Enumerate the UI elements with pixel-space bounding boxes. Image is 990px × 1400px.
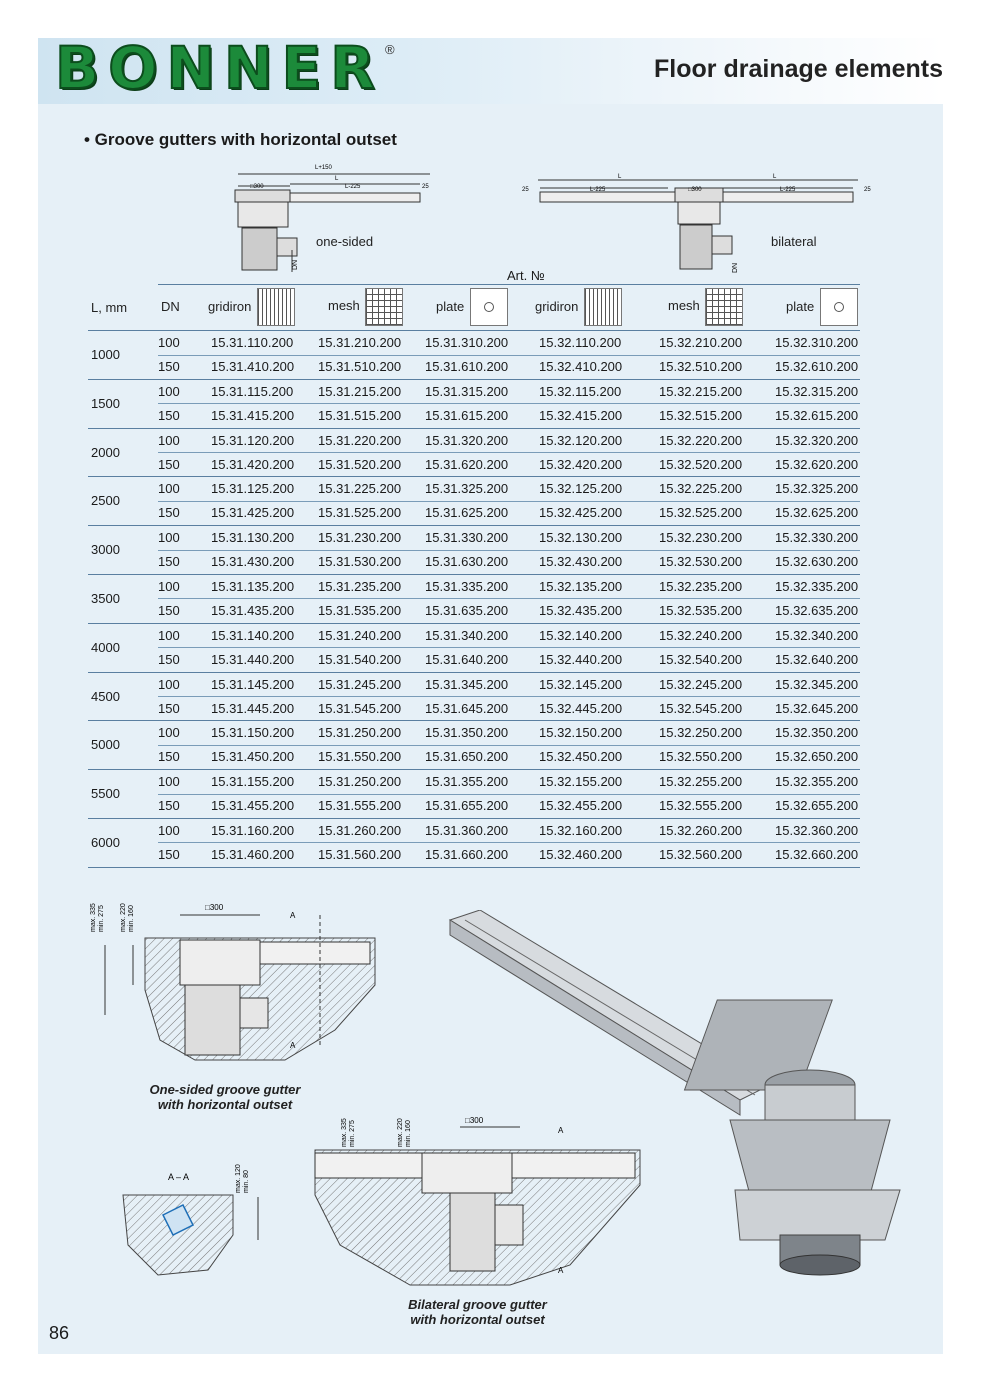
- article-code-cell: 15.31.225.200: [318, 481, 402, 497]
- table-row: [88, 601, 860, 623]
- dim-DN: DN: [292, 259, 299, 270]
- article-code-cell: 15.31.140.200: [211, 627, 295, 643]
- article-code-cell: 15.31.350.200: [425, 725, 509, 741]
- table-row: [88, 357, 860, 379]
- article-code-cell: 15.31.530.200: [318, 554, 402, 570]
- table-row: [88, 333, 860, 355]
- article-code-cell: 15.32.655.200: [775, 798, 859, 814]
- max335-bilateral: max. 335: [341, 1118, 348, 1147]
- article-code-cell: 15.31.410.200: [211, 359, 295, 374]
- dn-cell: 150: [158, 651, 180, 667]
- section-aa-drawing: [118, 1155, 278, 1285]
- article-code-cell: 15.32.235.200: [659, 578, 743, 594]
- article-code-cell: 15.32.625.200: [775, 505, 859, 521]
- dn-cell: 150: [158, 602, 180, 618]
- table-row: [88, 772, 860, 794]
- article-code-cell: 15.31.160.200: [211, 822, 295, 838]
- dim-DN-bilateral: DN: [732, 262, 739, 273]
- article-code-cell: 15.32.130.200: [539, 530, 623, 546]
- article-code-cell: 15.31.120.200: [211, 432, 295, 448]
- article-code-cell: 15.31.435.200: [211, 602, 295, 618]
- article-code-cell: 15.32.425.200: [539, 505, 623, 521]
- article-code-cell: 15.31.155.200: [211, 774, 295, 790]
- article-code-cell: 15.31.510.200: [318, 359, 402, 374]
- min275-label: min. 275: [98, 905, 105, 932]
- table-row: [88, 552, 860, 574]
- article-code-cell: 15.32.455.200: [539, 798, 623, 814]
- gridiron-icon: [584, 288, 622, 326]
- length-cell: 5500: [91, 786, 120, 802]
- article-code-cell: 15.31.525.200: [318, 505, 402, 521]
- article-code-cell: 15.31.235.200: [318, 578, 402, 594]
- article-code-cell: 15.32.410.200: [539, 359, 623, 374]
- table-row: [88, 503, 860, 525]
- dn-cell: 100: [158, 725, 180, 741]
- one-sided-section-drawing: [85, 890, 395, 1070]
- article-code-cell: 15.32.520.200: [659, 456, 743, 472]
- article-code-cell: 15.31.320.200: [425, 432, 509, 448]
- article-code-cell: 15.31.645.200: [425, 700, 509, 716]
- article-code-cell: 15.32.415.200: [539, 407, 623, 423]
- article-code-cell: 15.32.615.200: [775, 407, 859, 423]
- dn-cell: 150: [158, 798, 180, 814]
- article-code-cell: 15.31.620.200: [425, 456, 509, 472]
- article-code-cell: 15.32.330.200: [775, 530, 859, 546]
- col-plate-2: plate: [786, 299, 815, 314]
- article-code-cell: 15.32.660.200: [775, 846, 859, 862]
- table-row: [88, 699, 860, 721]
- article-code-cell: 15.32.145.200: [539, 676, 623, 692]
- plate-icon: [820, 288, 858, 326]
- article-code-cell: 15.32.245.200: [659, 676, 743, 692]
- table-row: [88, 626, 860, 648]
- dn-cell: 150: [158, 456, 180, 472]
- article-table: [88, 331, 860, 868]
- article-code-cell: 15.32.240.200: [659, 627, 743, 643]
- art-divider: [158, 284, 860, 285]
- article-code-cell: 15.32.555.200: [659, 798, 743, 814]
- article-code-cell: 15.31.260.200: [318, 822, 402, 838]
- min160-label: min. 160: [128, 905, 135, 932]
- length-group: [88, 575, 860, 624]
- article-code-cell: 15.32.420.200: [539, 456, 623, 472]
- article-code-cell: 15.32.155.200: [539, 774, 623, 790]
- dn-cell: 150: [158, 700, 180, 716]
- article-code-cell: 15.31.535.200: [318, 602, 402, 618]
- article-code-cell: 15.32.250.200: [659, 725, 743, 741]
- article-code-cell: 15.32.350.200: [775, 725, 859, 741]
- square-300-label: □300: [205, 903, 224, 912]
- length-cell: 3000: [91, 542, 120, 558]
- article-code-cell: 15.31.630.200: [425, 554, 509, 570]
- bilateral-schematic: [518, 170, 878, 275]
- article-code-cell: 15.31.615.200: [425, 407, 509, 423]
- article-code-cell: 15.32.125.200: [539, 481, 623, 497]
- registered-mark: ®: [385, 42, 395, 57]
- dim-L225-left: L-225: [590, 187, 606, 193]
- dim-L225-right: L-225: [780, 187, 796, 193]
- length-cell: 1500: [91, 395, 120, 411]
- max120-label: max. 120: [235, 1164, 242, 1193]
- length-group: [88, 721, 860, 770]
- col-mesh-1: mesh: [328, 298, 360, 313]
- one-sided-schematic: [230, 160, 440, 275]
- article-code-cell: 15.31.220.200: [318, 432, 402, 448]
- article-code-cell: 15.32.610.200: [775, 359, 859, 374]
- length-group: [88, 624, 860, 673]
- length-cell: 6000: [91, 834, 120, 850]
- length-group: [88, 477, 860, 526]
- article-code-cell: 15.32.140.200: [539, 627, 623, 643]
- caption-bilateral: Bilateral groove gutter with horizontal outset: [408, 1297, 547, 1327]
- article-code-cell: 15.32.255.200: [659, 774, 743, 790]
- article-code-cell: 15.32.440.200: [539, 651, 623, 667]
- art-number-label: Art. №: [507, 268, 545, 283]
- article-code-cell: 15.32.640.200: [775, 651, 859, 667]
- article-code-cell: 15.32.310.200: [775, 335, 859, 350]
- length-cell: 5000: [91, 737, 120, 753]
- table-row: [88, 675, 860, 697]
- dn-cell: 100: [158, 822, 180, 838]
- article-code-cell: 15.31.325.200: [425, 481, 509, 497]
- length-cell: 2500: [91, 493, 120, 509]
- article-code-cell: 15.32.510.200: [659, 359, 743, 374]
- table-row: [88, 382, 860, 404]
- article-code-cell: 15.31.150.200: [211, 725, 295, 741]
- article-code-cell: 15.32.650.200: [775, 749, 859, 765]
- dim-300: □300: [250, 184, 264, 190]
- article-code-cell: 15.31.415.200: [211, 407, 295, 423]
- article-code-cell: 15.31.315.200: [425, 383, 509, 399]
- article-code-cell: 15.31.250.200: [318, 774, 402, 790]
- length-group: [88, 331, 860, 380]
- dn-cell: 100: [158, 676, 180, 692]
- table-row: [88, 406, 860, 428]
- article-code-cell: 15.31.460.200: [211, 846, 295, 862]
- article-code-cell: 15.32.620.200: [775, 456, 859, 472]
- article-code-cell: 15.31.145.200: [211, 676, 295, 692]
- article-code-cell: 15.31.210.200: [318, 335, 402, 350]
- article-code-cell: 15.32.335.200: [775, 578, 859, 594]
- col-length: L, mm: [91, 300, 128, 315]
- article-code-cell: 15.31.440.200: [211, 651, 295, 667]
- mesh-icon: [365, 288, 403, 326]
- caption-one-sided: One-sided groove gutter with horizontal outset: [149, 1082, 301, 1112]
- dim-25: 25: [422, 184, 429, 190]
- article-code-cell: 15.32.135.200: [539, 578, 623, 594]
- article-code-cell: 15.32.630.200: [775, 554, 859, 570]
- article-code-cell: 15.31.310.200: [425, 335, 509, 350]
- article-code-cell: 15.31.610.200: [425, 359, 509, 374]
- article-code-cell: 15.32.450.200: [539, 749, 623, 765]
- table-row: [88, 455, 860, 477]
- table-row: [88, 528, 860, 550]
- min160-bilateral: min. 160: [405, 1120, 412, 1147]
- length-group: [88, 673, 860, 722]
- article-code-cell: 15.31.250.200: [318, 725, 402, 741]
- article-code-cell: 15.31.135.200: [211, 578, 295, 594]
- table-row: [88, 577, 860, 599]
- article-code-cell: 15.32.320.200: [775, 432, 859, 448]
- article-code-cell: 15.31.230.200: [318, 530, 402, 546]
- article-code-cell: 15.32.545.200: [659, 700, 743, 716]
- article-code-cell: 15.31.355.200: [425, 774, 509, 790]
- min80-label: min. 80: [243, 1170, 250, 1193]
- max220-label: max. 220: [120, 903, 127, 932]
- article-code-cell: 15.31.345.200: [425, 676, 509, 692]
- length-group: [88, 770, 860, 819]
- article-code-cell: 15.32.550.200: [659, 749, 743, 765]
- article-code-cell: 15.32.635.200: [775, 602, 859, 618]
- dn-cell: 150: [158, 749, 180, 765]
- article-code-cell: 15.32.110.200: [539, 335, 622, 350]
- table-row: [88, 796, 860, 818]
- article-code-cell: 15.31.560.200: [318, 846, 402, 862]
- article-code-cell: 15.32.225.200: [659, 481, 743, 497]
- col-gridiron-2: gridiron: [535, 299, 579, 314]
- article-code-cell: 15.31.335.200: [425, 578, 509, 594]
- article-code-cell: 15.31.445.200: [211, 700, 295, 716]
- article-code-cell: 15.31.650.200: [425, 749, 509, 765]
- dim-25-left: 25: [522, 187, 529, 193]
- article-code-cell: 15.31.430.200: [211, 554, 295, 570]
- article-code-cell: 15.31.110.200: [211, 335, 294, 350]
- dn-cell: 150: [158, 359, 180, 374]
- page-number: 86: [49, 1323, 70, 1343]
- table-row: [88, 431, 860, 453]
- dn-cell: 100: [158, 627, 180, 643]
- article-code-cell: 15.32.360.200: [775, 822, 859, 838]
- table-row: [88, 650, 860, 672]
- section-title: • Groove gutters with horizontal outset: [84, 130, 397, 149]
- dim-L225: L-225: [345, 184, 361, 190]
- article-code-cell: 15.31.115.200: [211, 383, 294, 399]
- dim-300-bilateral: □300: [688, 187, 702, 193]
- dn-cell: 100: [158, 774, 180, 790]
- length-group: [88, 429, 860, 478]
- article-code-cell: 15.32.445.200: [539, 700, 623, 716]
- article-code-cell: 15.32.560.200: [659, 846, 743, 862]
- article-code-cell: 15.31.640.200: [425, 651, 509, 667]
- article-code-cell: 15.31.660.200: [425, 846, 509, 862]
- article-code-cell: 15.32.430.200: [539, 554, 623, 570]
- article-code-cell: 15.32.645.200: [775, 700, 859, 716]
- article-code-cell: 15.31.125.200: [211, 481, 295, 497]
- plate-icon: [470, 288, 508, 326]
- article-code-cell: 15.31.420.200: [211, 456, 295, 472]
- article-code-cell: 15.32.345.200: [775, 676, 859, 692]
- table-row: [88, 723, 860, 745]
- dn-cell: 150: [158, 505, 180, 521]
- dn-cell: 100: [158, 578, 180, 594]
- dim-L: L: [335, 176, 339, 182]
- article-code-cell: 15.31.455.200: [211, 798, 295, 814]
- one-sided-label: one-sided: [316, 234, 374, 249]
- min275-bilateral: min. 275: [349, 1120, 356, 1147]
- article-code-cell: 15.32.460.200: [539, 846, 623, 862]
- table-row: [88, 479, 860, 501]
- section-a-bottom: A: [290, 1041, 296, 1050]
- dn-cell: 100: [158, 530, 180, 546]
- article-code-cell: 15.31.545.200: [318, 700, 402, 716]
- article-code-cell: 15.32.325.200: [775, 481, 859, 497]
- article-code-cell: 15.31.515.200: [318, 407, 402, 423]
- article-code-cell: 15.31.130.200: [211, 530, 295, 546]
- length-group: [88, 380, 860, 429]
- length-group: [88, 526, 860, 575]
- max335-label: max. 335: [90, 903, 97, 932]
- article-code-cell: 15.31.540.200: [318, 651, 402, 667]
- article-code-cell: 15.32.260.200: [659, 822, 743, 838]
- length-group: [88, 819, 860, 868]
- dn-cell: 100: [158, 383, 180, 399]
- length-cell: 4500: [91, 688, 120, 704]
- dim-L150: L+150: [315, 165, 332, 171]
- article-code-cell: 15.31.655.200: [425, 798, 509, 814]
- article-code-cell: 15.32.315.200: [775, 383, 859, 399]
- article-code-cell: 15.32.340.200: [775, 627, 859, 643]
- article-code-cell: 15.32.220.200: [659, 432, 743, 448]
- max220-bilateral: max. 220: [397, 1118, 404, 1147]
- mesh-icon: [705, 288, 743, 326]
- table-row: [88, 747, 860, 769]
- dim-L-left: L: [618, 174, 622, 180]
- col-plate-1: plate: [436, 299, 465, 314]
- dn-cell: 100: [158, 432, 180, 448]
- article-code-cell: 15.32.525.200: [659, 505, 743, 521]
- section-a-bottom-bilateral: A: [558, 1266, 564, 1275]
- article-code-cell: 15.31.625.200: [425, 505, 509, 521]
- gridiron-icon: [257, 288, 295, 326]
- article-code-cell: 15.31.555.200: [318, 798, 402, 814]
- article-code-cell: 15.31.520.200: [318, 456, 402, 472]
- article-code-cell: 15.32.530.200: [659, 554, 743, 570]
- col-gridiron-1: gridiron: [208, 299, 252, 314]
- col-dn: DN: [161, 299, 180, 314]
- dim-25-right: 25: [864, 187, 871, 193]
- article-code-cell: 15.31.340.200: [425, 627, 509, 643]
- article-code-cell: 15.31.550.200: [318, 749, 402, 765]
- length-cell: 2000: [91, 444, 120, 460]
- article-code-cell: 15.32.540.200: [659, 651, 743, 667]
- article-code-cell: 15.32.120.200: [539, 432, 623, 448]
- dn-cell: 100: [158, 481, 180, 497]
- article-code-cell: 15.32.160.200: [539, 822, 623, 838]
- article-code-cell: 15.32.210.200: [659, 335, 743, 350]
- section-a-top-bilateral: A: [558, 1126, 564, 1135]
- length-cell: 1000: [91, 347, 120, 362]
- article-code-cell: 15.31.360.200: [425, 822, 509, 838]
- col-mesh-2: mesh: [668, 298, 700, 313]
- section-a-top: A: [290, 911, 296, 920]
- article-code-cell: 15.31.450.200: [211, 749, 295, 765]
- dim-L-right: L: [773, 174, 777, 180]
- article-code-cell: 15.31.245.200: [318, 676, 402, 692]
- length-cell: 3500: [91, 590, 120, 606]
- bilateral-section-drawing: [310, 1105, 645, 1295]
- article-code-cell: 15.32.215.200: [659, 383, 743, 399]
- article-code-cell: 15.32.150.200: [539, 725, 623, 741]
- bilateral-label: bilateral: [771, 234, 817, 249]
- brand-logo: BONNER: [55, 34, 384, 102]
- dn-cell: 150: [158, 407, 180, 423]
- length-cell: 4000: [91, 639, 120, 655]
- article-code-cell: 15.31.240.200: [318, 627, 402, 643]
- table-row: [88, 845, 860, 867]
- article-code-cell: 15.32.515.200: [659, 407, 743, 423]
- dn-cell: 150: [158, 554, 180, 570]
- article-code-cell: 15.31.425.200: [211, 505, 295, 521]
- article-code-cell: 15.31.330.200: [425, 530, 509, 546]
- article-code-cell: 15.32.355.200: [775, 774, 859, 790]
- article-code-cell: 15.31.635.200: [425, 602, 509, 618]
- article-code-cell: 15.32.535.200: [659, 602, 743, 618]
- article-code-cell: 15.32.435.200: [539, 602, 623, 618]
- dn-cell: 150: [158, 846, 180, 862]
- table-row: [88, 821, 860, 843]
- article-code-cell: 15.32.115.200: [539, 383, 622, 399]
- square-300-bilateral: □300: [465, 1116, 484, 1125]
- dn-cell: 100: [158, 335, 180, 350]
- page-title: Floor drainage elements: [654, 55, 943, 83]
- article-code-cell: 15.31.215.200: [318, 383, 402, 399]
- section-aa-label: A – A: [168, 1172, 190, 1182]
- article-code-cell: 15.32.230.200: [659, 530, 743, 546]
